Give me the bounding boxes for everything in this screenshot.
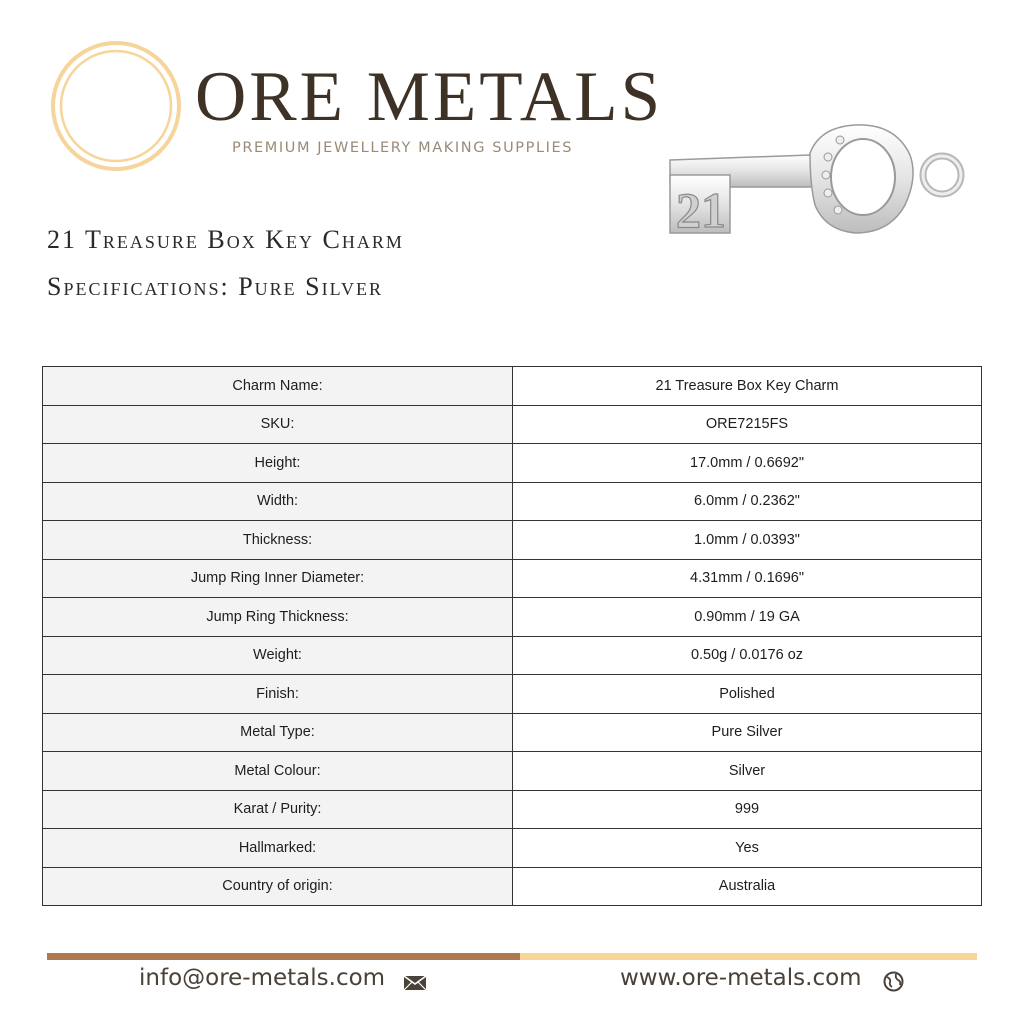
spec-value: 4.31mm / 0.1696" [513,559,982,598]
email-link[interactable]: info@ore-metals.com [139,965,386,991]
spec-label: Metal Colour: [43,752,513,791]
brand-tagline: PREMIUM JEWELLERY MAKING SUPPLIES [232,140,574,156]
table-row [43,598,982,637]
table-row [43,405,982,444]
table-row [43,444,982,483]
footer-bar-gold [520,953,977,960]
table-row [43,829,982,868]
table-row [43,521,982,560]
website-link[interactable]: www.ore-metals.com [620,965,862,991]
table-row [43,482,982,521]
logo-ring-icon [50,40,182,172]
table-row [43,867,982,906]
table-row [43,752,982,791]
svg-text:21: 21 [676,182,726,238]
spec-value: 21 Treasure Box Key Charm [513,367,982,406]
spec-label: Karat / Purity: [43,790,513,829]
spec-value: ORE7215FS [513,405,982,444]
spec-label: Country of origin: [43,867,513,906]
spec-label: Metal Type: [43,713,513,752]
table-row [43,713,982,752]
spec-label: Charm Name: [43,367,513,406]
spec-label: Jump Ring Inner Diameter: [43,559,513,598]
spec-label: Weight: [43,636,513,675]
spec-label: Width: [43,482,513,521]
brand-name: ORE METALS [195,58,664,136]
spec-value: Polished [513,675,982,714]
table-row [43,790,982,829]
table-row [43,559,982,598]
footer-bar-brown [47,953,520,960]
spec-value: 6.0mm / 0.2362" [513,482,982,521]
table-row [43,367,982,406]
product-subtitle: Specifications: Pure Silver [47,272,383,301]
table-row [43,636,982,675]
spec-value: 0.50g / 0.0176 oz [513,636,982,675]
product-title: 21 Treasure Box Key Charm [47,225,404,254]
spec-value: Australia [513,867,982,906]
spec-label: SKU: [43,405,513,444]
spec-value: Silver [513,752,982,791]
spec-label: Hallmarked: [43,829,513,868]
spec-label: Jump Ring Thickness: [43,598,513,637]
spec-value: Yes [513,829,982,868]
spec-label: Finish: [43,675,513,714]
spec-label: Thickness: [43,521,513,560]
spec-value: 0.90mm / 19 GA [513,598,982,637]
spec-table [42,366,982,906]
spec-value: 999 [513,790,982,829]
globe-icon [883,971,904,992]
spec-value: 1.0mm / 0.0393" [513,521,982,560]
spec-value: 17.0mm / 0.6692" [513,444,982,483]
spec-label: Height: [43,444,513,483]
envelope-icon [403,975,427,991]
key-charm-image [660,115,970,245]
spec-value: Pure Silver [513,713,982,752]
table-row [43,675,982,714]
